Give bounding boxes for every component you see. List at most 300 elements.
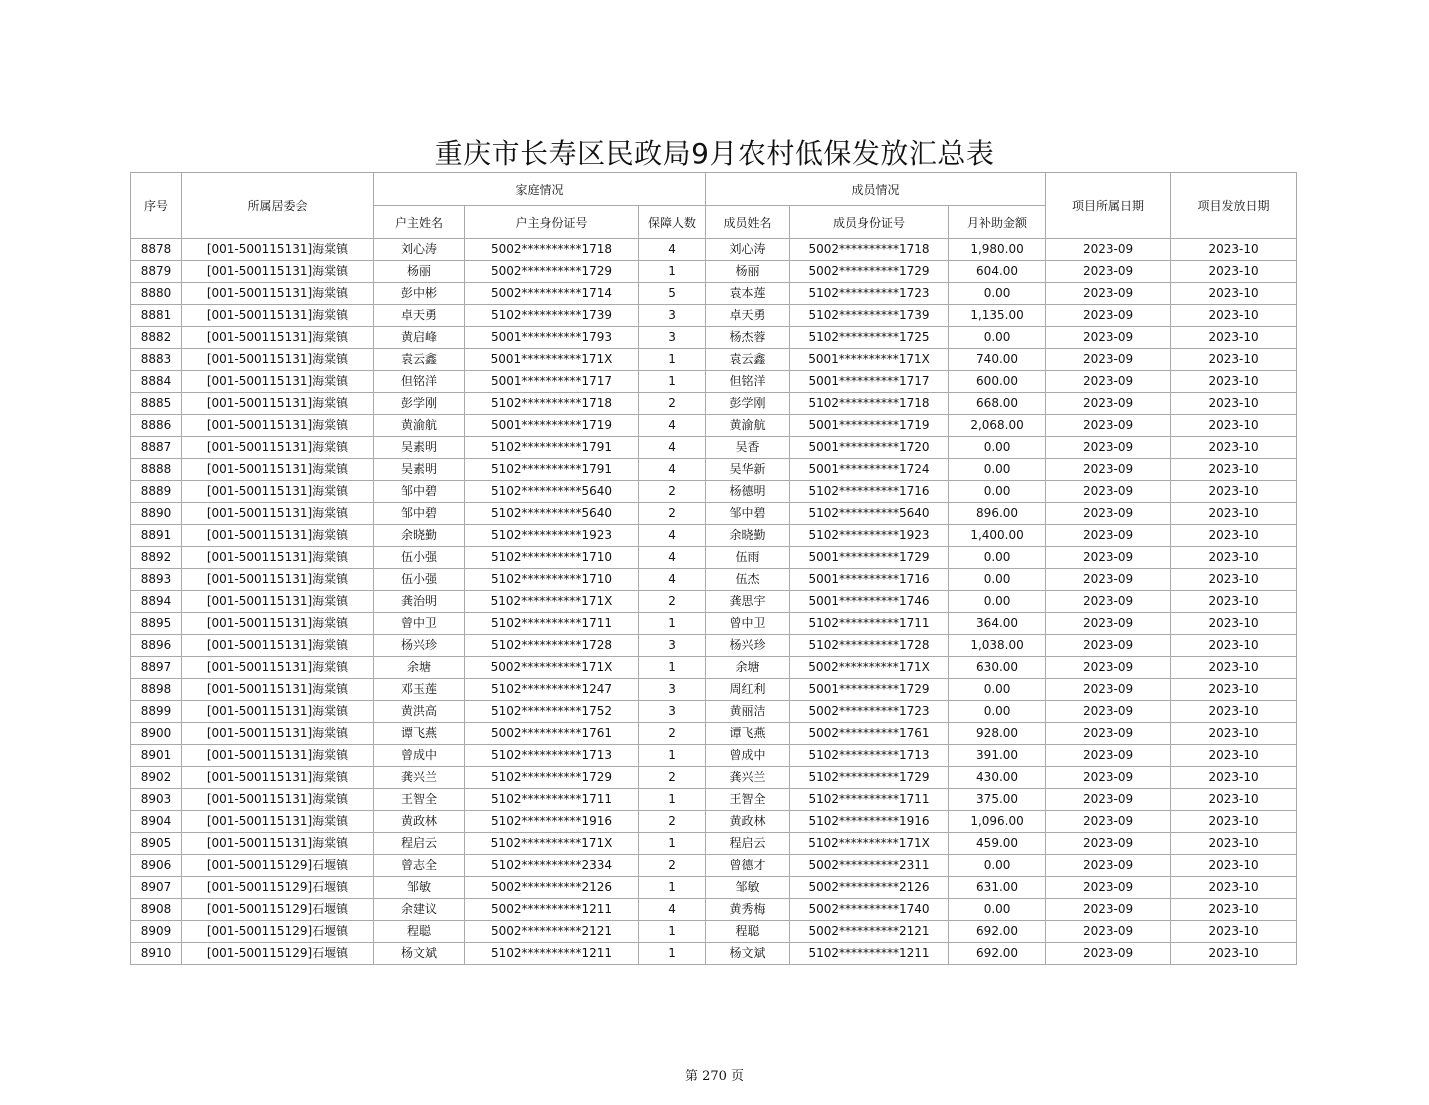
header-issue-date: 项目发放日期 bbox=[1171, 173, 1297, 239]
cell-head-name: 曾成中 bbox=[374, 745, 465, 767]
cell-head-id: 5002**********171X bbox=[465, 657, 639, 679]
cell-head-name: 曾中卫 bbox=[374, 613, 465, 635]
cell-amount: 0.00 bbox=[949, 855, 1046, 877]
cell-amount: 430.00 bbox=[949, 767, 1046, 789]
cell-member-name: 杨德明 bbox=[706, 481, 790, 503]
cell-amount: 0.00 bbox=[949, 459, 1046, 481]
cell-member-id: 5002**********2126 bbox=[790, 877, 949, 899]
cell-head-name: 伍小强 bbox=[374, 569, 465, 591]
cell-committee: [001-500115131]海棠镇 bbox=[182, 613, 374, 635]
cell-issue-date: 2023-10 bbox=[1171, 723, 1297, 745]
cell-member-name: 袁云鑫 bbox=[706, 349, 790, 371]
cell-member-id: 5001**********1716 bbox=[790, 569, 949, 591]
cell-member-name: 杨杰蓉 bbox=[706, 327, 790, 349]
summary-table bbox=[130, 172, 1297, 965]
cell-period-date: 2023-09 bbox=[1046, 569, 1171, 591]
cell-committee: [001-500115131]海棠镇 bbox=[182, 811, 374, 833]
cell-period-date: 2023-09 bbox=[1046, 415, 1171, 437]
cell-committee: [001-500115131]海棠镇 bbox=[182, 371, 374, 393]
header-member-id: 成员身份证号 bbox=[790, 206, 949, 239]
table-row bbox=[131, 855, 1297, 877]
cell-head-name: 余晓勤 bbox=[374, 525, 465, 547]
table-row bbox=[131, 305, 1297, 327]
cell-member-id: 5102**********1739 bbox=[790, 305, 949, 327]
cell-member-id: 5102**********1723 bbox=[790, 283, 949, 305]
cell-seq: 8903 bbox=[131, 789, 182, 811]
cell-member-id: 5001**********1746 bbox=[790, 591, 949, 613]
cell-committee: [001-500115131]海棠镇 bbox=[182, 569, 374, 591]
cell-seq: 8882 bbox=[131, 327, 182, 349]
cell-period-date: 2023-09 bbox=[1046, 943, 1171, 965]
cell-member-name: 余塘 bbox=[706, 657, 790, 679]
cell-seq: 8906 bbox=[131, 855, 182, 877]
cell-member-id: 5102**********1729 bbox=[790, 767, 949, 789]
cell-period-date: 2023-09 bbox=[1046, 767, 1171, 789]
cell-member-id: 5001**********1719 bbox=[790, 415, 949, 437]
cell-period-date: 2023-09 bbox=[1046, 679, 1171, 701]
cell-amount: 1,038.00 bbox=[949, 635, 1046, 657]
cell-count: 4 bbox=[639, 459, 706, 481]
cell-amount: 0.00 bbox=[949, 569, 1046, 591]
cell-issue-date: 2023-10 bbox=[1171, 855, 1297, 877]
table-row bbox=[131, 481, 1297, 503]
cell-seq: 8895 bbox=[131, 613, 182, 635]
table-row bbox=[131, 283, 1297, 305]
header-family-group: 家庭情况 bbox=[374, 173, 706, 206]
cell-amount: 0.00 bbox=[949, 679, 1046, 701]
cell-amount: 0.00 bbox=[949, 437, 1046, 459]
cell-member-id: 5102**********5640 bbox=[790, 503, 949, 525]
cell-head-id: 5002**********1718 bbox=[465, 239, 639, 261]
header-member-group: 成员情况 bbox=[706, 173, 1046, 206]
cell-seq: 8881 bbox=[131, 305, 182, 327]
cell-head-id: 5102**********171X bbox=[465, 833, 639, 855]
header-head-id: 户主身份证号 bbox=[465, 206, 639, 239]
table-row bbox=[131, 393, 1297, 415]
table-row bbox=[131, 833, 1297, 855]
cell-seq: 8889 bbox=[131, 481, 182, 503]
cell-committee: [001-500115131]海棠镇 bbox=[182, 327, 374, 349]
cell-committee: [001-500115131]海棠镇 bbox=[182, 833, 374, 855]
cell-member-id: 5002**********1723 bbox=[790, 701, 949, 723]
cell-member-id: 5001**********1724 bbox=[790, 459, 949, 481]
cell-count: 4 bbox=[639, 569, 706, 591]
cell-count: 1 bbox=[639, 371, 706, 393]
cell-head-id: 5002**********2126 bbox=[465, 877, 639, 899]
cell-issue-date: 2023-10 bbox=[1171, 943, 1297, 965]
cell-period-date: 2023-09 bbox=[1046, 921, 1171, 943]
cell-seq: 8880 bbox=[131, 283, 182, 305]
cell-head-id: 5102**********1791 bbox=[465, 459, 639, 481]
cell-head-id: 5102**********2334 bbox=[465, 855, 639, 877]
table-header bbox=[131, 173, 1297, 239]
cell-count: 4 bbox=[639, 437, 706, 459]
cell-issue-date: 2023-10 bbox=[1171, 789, 1297, 811]
table-row bbox=[131, 767, 1297, 789]
cell-committee: [001-500115131]海棠镇 bbox=[182, 745, 374, 767]
cell-committee: [001-500115131]海棠镇 bbox=[182, 239, 374, 261]
table-row bbox=[131, 657, 1297, 679]
cell-issue-date: 2023-10 bbox=[1171, 679, 1297, 701]
cell-member-id: 5001**********1720 bbox=[790, 437, 949, 459]
cell-head-name: 袁云鑫 bbox=[374, 349, 465, 371]
cell-head-name: 彭学刚 bbox=[374, 393, 465, 415]
header-member-name: 成员姓名 bbox=[706, 206, 790, 239]
cell-count: 3 bbox=[639, 701, 706, 723]
cell-count: 2 bbox=[639, 811, 706, 833]
cell-committee: [001-500115129]石堰镇 bbox=[182, 921, 374, 943]
cell-count: 1 bbox=[639, 943, 706, 965]
cell-head-id: 5001**********1793 bbox=[465, 327, 639, 349]
cell-count: 3 bbox=[639, 305, 706, 327]
cell-committee: [001-500115129]石堰镇 bbox=[182, 899, 374, 921]
cell-issue-date: 2023-10 bbox=[1171, 283, 1297, 305]
cell-committee: [001-500115129]石堰镇 bbox=[182, 855, 374, 877]
cell-amount: 391.00 bbox=[949, 745, 1046, 767]
table-row bbox=[131, 877, 1297, 899]
cell-head-name: 卓天勇 bbox=[374, 305, 465, 327]
cell-head-id: 5102**********1211 bbox=[465, 943, 639, 965]
cell-member-id: 5102**********1211 bbox=[790, 943, 949, 965]
cell-member-name: 黄渝航 bbox=[706, 415, 790, 437]
header-amount: 月补助金额 bbox=[949, 206, 1046, 239]
cell-head-id: 5001**********171X bbox=[465, 349, 639, 371]
cell-count: 3 bbox=[639, 679, 706, 701]
cell-period-date: 2023-09 bbox=[1046, 591, 1171, 613]
page-number: 第 270 页 bbox=[684, 1069, 745, 1084]
cell-head-name: 邓玉莲 bbox=[374, 679, 465, 701]
cell-seq: 8892 bbox=[131, 547, 182, 569]
table-row bbox=[131, 459, 1297, 481]
cell-seq: 8883 bbox=[131, 349, 182, 371]
cell-issue-date: 2023-10 bbox=[1171, 481, 1297, 503]
cell-amount: 0.00 bbox=[949, 701, 1046, 723]
cell-head-id: 5001**********1719 bbox=[465, 415, 639, 437]
cell-member-id: 5002**********1718 bbox=[790, 239, 949, 261]
cell-head-name: 余建议 bbox=[374, 899, 465, 921]
cell-member-id: 5102**********1711 bbox=[790, 613, 949, 635]
cell-issue-date: 2023-10 bbox=[1171, 635, 1297, 657]
cell-head-id: 5002**********1211 bbox=[465, 899, 639, 921]
cell-head-id: 5102**********1923 bbox=[465, 525, 639, 547]
cell-member-name: 邹中碧 bbox=[706, 503, 790, 525]
cell-issue-date: 2023-10 bbox=[1171, 767, 1297, 789]
cell-period-date: 2023-09 bbox=[1046, 855, 1171, 877]
cell-seq: 8904 bbox=[131, 811, 182, 833]
cell-amount: 0.00 bbox=[949, 899, 1046, 921]
cell-member-name: 但铭洋 bbox=[706, 371, 790, 393]
cell-member-name: 曾成中 bbox=[706, 745, 790, 767]
header-count: 保障人数 bbox=[639, 206, 706, 239]
cell-issue-date: 2023-10 bbox=[1171, 921, 1297, 943]
cell-amount: 668.00 bbox=[949, 393, 1046, 415]
cell-member-id: 5001**********171X bbox=[790, 349, 949, 371]
cell-period-date: 2023-09 bbox=[1046, 349, 1171, 371]
cell-issue-date: 2023-10 bbox=[1171, 239, 1297, 261]
cell-head-id: 5001**********1717 bbox=[465, 371, 639, 393]
cell-head-name: 杨兴珍 bbox=[374, 635, 465, 657]
cell-committee: [001-500115131]海棠镇 bbox=[182, 701, 374, 723]
cell-amount: 1,400.00 bbox=[949, 525, 1046, 547]
cell-head-name: 杨文斌 bbox=[374, 943, 465, 965]
cell-member-id: 5102**********1718 bbox=[790, 393, 949, 415]
table-row bbox=[131, 943, 1297, 965]
cell-period-date: 2023-09 bbox=[1046, 723, 1171, 745]
cell-seq: 8887 bbox=[131, 437, 182, 459]
cell-member-name: 袁本莲 bbox=[706, 283, 790, 305]
cell-amount: 364.00 bbox=[949, 613, 1046, 635]
table-row bbox=[131, 327, 1297, 349]
cell-seq: 8897 bbox=[131, 657, 182, 679]
cell-member-id: 5001**********1717 bbox=[790, 371, 949, 393]
cell-issue-date: 2023-10 bbox=[1171, 415, 1297, 437]
cell-amount: 896.00 bbox=[949, 503, 1046, 525]
cell-member-name: 杨兴珍 bbox=[706, 635, 790, 657]
table-row bbox=[131, 921, 1297, 943]
table-row bbox=[131, 679, 1297, 701]
cell-head-name: 黄洪高 bbox=[374, 701, 465, 723]
cell-member-name: 吴华新 bbox=[706, 459, 790, 481]
cell-head-id: 5102**********1711 bbox=[465, 613, 639, 635]
cell-count: 2 bbox=[639, 393, 706, 415]
cell-period-date: 2023-09 bbox=[1046, 327, 1171, 349]
cell-seq: 8901 bbox=[131, 745, 182, 767]
cell-committee: [001-500115131]海棠镇 bbox=[182, 547, 374, 569]
table-row bbox=[131, 371, 1297, 393]
cell-period-date: 2023-09 bbox=[1046, 833, 1171, 855]
cell-period-date: 2023-09 bbox=[1046, 283, 1171, 305]
cell-head-name: 吴素明 bbox=[374, 459, 465, 481]
cell-committee: [001-500115131]海棠镇 bbox=[182, 437, 374, 459]
cell-committee: [001-500115131]海棠镇 bbox=[182, 305, 374, 327]
cell-seq: 8891 bbox=[131, 525, 182, 547]
table-row bbox=[131, 239, 1297, 261]
cell-head-id: 5102**********1247 bbox=[465, 679, 639, 701]
cell-period-date: 2023-09 bbox=[1046, 459, 1171, 481]
cell-issue-date: 2023-10 bbox=[1171, 371, 1297, 393]
cell-issue-date: 2023-10 bbox=[1171, 811, 1297, 833]
cell-head-name: 邹中碧 bbox=[374, 481, 465, 503]
cell-issue-date: 2023-10 bbox=[1171, 349, 1297, 371]
cell-member-name: 黄丽洁 bbox=[706, 701, 790, 723]
cell-committee: [001-500115131]海棠镇 bbox=[182, 261, 374, 283]
cell-period-date: 2023-09 bbox=[1046, 657, 1171, 679]
cell-head-name: 伍小强 bbox=[374, 547, 465, 569]
table-row bbox=[131, 503, 1297, 525]
cell-committee: [001-500115131]海棠镇 bbox=[182, 657, 374, 679]
cell-member-id: 5102**********1711 bbox=[790, 789, 949, 811]
cell-count: 1 bbox=[639, 349, 706, 371]
cell-seq: 8893 bbox=[131, 569, 182, 591]
cell-member-name: 龚思宇 bbox=[706, 591, 790, 613]
cell-amount: 692.00 bbox=[949, 921, 1046, 943]
cell-count: 1 bbox=[639, 833, 706, 855]
cell-head-name: 彭中彬 bbox=[374, 283, 465, 305]
cell-member-id: 5102**********1923 bbox=[790, 525, 949, 547]
header-committee: 所属居委会 bbox=[182, 173, 374, 239]
cell-count: 3 bbox=[639, 635, 706, 657]
cell-member-name: 程聪 bbox=[706, 921, 790, 943]
cell-committee: [001-500115131]海棠镇 bbox=[182, 415, 374, 437]
cell-period-date: 2023-09 bbox=[1046, 525, 1171, 547]
cell-amount: 600.00 bbox=[949, 371, 1046, 393]
cell-period-date: 2023-09 bbox=[1046, 239, 1171, 261]
cell-count: 1 bbox=[639, 745, 706, 767]
cell-issue-date: 2023-10 bbox=[1171, 833, 1297, 855]
cell-head-name: 龚治明 bbox=[374, 591, 465, 613]
cell-period-date: 2023-09 bbox=[1046, 701, 1171, 723]
cell-head-id: 5102**********171X bbox=[465, 591, 639, 613]
cell-issue-date: 2023-10 bbox=[1171, 327, 1297, 349]
cell-head-id: 5102**********1710 bbox=[465, 569, 639, 591]
cell-amount: 0.00 bbox=[949, 481, 1046, 503]
table-row bbox=[131, 613, 1297, 635]
cell-head-name: 杨丽 bbox=[374, 261, 465, 283]
cell-member-id: 5002**********2311 bbox=[790, 855, 949, 877]
cell-seq: 8909 bbox=[131, 921, 182, 943]
cell-period-date: 2023-09 bbox=[1046, 811, 1171, 833]
cell-seq: 8898 bbox=[131, 679, 182, 701]
cell-period-date: 2023-09 bbox=[1046, 613, 1171, 635]
cell-committee: [001-500115131]海棠镇 bbox=[182, 767, 374, 789]
cell-issue-date: 2023-10 bbox=[1171, 877, 1297, 899]
cell-seq: 8910 bbox=[131, 943, 182, 965]
table-row bbox=[131, 415, 1297, 437]
cell-head-id: 5102**********1916 bbox=[465, 811, 639, 833]
cell-amount: 928.00 bbox=[949, 723, 1046, 745]
cell-issue-date: 2023-10 bbox=[1171, 305, 1297, 327]
cell-member-name: 刘心涛 bbox=[706, 239, 790, 261]
cell-member-id: 5102**********1716 bbox=[790, 481, 949, 503]
cell-amount: 1,980.00 bbox=[949, 239, 1046, 261]
cell-count: 2 bbox=[639, 767, 706, 789]
cell-seq: 8907 bbox=[131, 877, 182, 899]
cell-count: 3 bbox=[639, 327, 706, 349]
table-row bbox=[131, 745, 1297, 767]
cell-committee: [001-500115131]海棠镇 bbox=[182, 591, 374, 613]
cell-member-name: 黄政林 bbox=[706, 811, 790, 833]
cell-issue-date: 2023-10 bbox=[1171, 569, 1297, 591]
cell-amount: 692.00 bbox=[949, 943, 1046, 965]
cell-head-id: 5102**********1739 bbox=[465, 305, 639, 327]
cell-head-id: 5002**********1714 bbox=[465, 283, 639, 305]
cell-seq: 8884 bbox=[131, 371, 182, 393]
cell-head-name: 黄政林 bbox=[374, 811, 465, 833]
cell-head-name: 王智全 bbox=[374, 789, 465, 811]
cell-head-id: 5102**********1711 bbox=[465, 789, 639, 811]
cell-member-name: 曾德才 bbox=[706, 855, 790, 877]
cell-amount: 604.00 bbox=[949, 261, 1046, 283]
cell-head-name: 余塘 bbox=[374, 657, 465, 679]
table-row bbox=[131, 723, 1297, 745]
cell-seq: 8878 bbox=[131, 239, 182, 261]
cell-head-id: 5002**********2121 bbox=[465, 921, 639, 943]
table-row bbox=[131, 591, 1297, 613]
cell-seq: 8905 bbox=[131, 833, 182, 855]
cell-head-id: 5102**********1791 bbox=[465, 437, 639, 459]
cell-seq: 8879 bbox=[131, 261, 182, 283]
cell-committee: [001-500115129]石堰镇 bbox=[182, 943, 374, 965]
cell-head-name: 程聪 bbox=[374, 921, 465, 943]
cell-period-date: 2023-09 bbox=[1046, 393, 1171, 415]
cell-member-name: 吴香 bbox=[706, 437, 790, 459]
cell-amount: 0.00 bbox=[949, 591, 1046, 613]
cell-committee: [001-500115131]海棠镇 bbox=[182, 525, 374, 547]
cell-period-date: 2023-09 bbox=[1046, 437, 1171, 459]
cell-count: 1 bbox=[639, 657, 706, 679]
cell-member-name: 杨文斌 bbox=[706, 943, 790, 965]
cell-seq: 8902 bbox=[131, 767, 182, 789]
cell-member-id: 5002**********1729 bbox=[790, 261, 949, 283]
cell-issue-date: 2023-10 bbox=[1171, 899, 1297, 921]
table-row bbox=[131, 437, 1297, 459]
cell-count: 4 bbox=[639, 415, 706, 437]
cell-member-id: 5001**********1729 bbox=[790, 547, 949, 569]
cell-count: 2 bbox=[639, 591, 706, 613]
cell-issue-date: 2023-10 bbox=[1171, 437, 1297, 459]
cell-head-id: 5002**********1729 bbox=[465, 261, 639, 283]
table-row bbox=[131, 789, 1297, 811]
cell-seq: 8900 bbox=[131, 723, 182, 745]
cell-head-id: 5102**********5640 bbox=[465, 481, 639, 503]
cell-head-id: 5102**********1728 bbox=[465, 635, 639, 657]
cell-head-id: 5102**********1718 bbox=[465, 393, 639, 415]
cell-amount: 740.00 bbox=[949, 349, 1046, 371]
cell-count: 4 bbox=[639, 525, 706, 547]
cell-period-date: 2023-09 bbox=[1046, 503, 1171, 525]
cell-count: 2 bbox=[639, 723, 706, 745]
table-row bbox=[131, 547, 1297, 569]
cell-head-id: 5102**********1713 bbox=[465, 745, 639, 767]
cell-committee: [001-500115129]石堰镇 bbox=[182, 877, 374, 899]
table-row bbox=[131, 525, 1297, 547]
cell-count: 4 bbox=[639, 239, 706, 261]
cell-amount: 1,135.00 bbox=[949, 305, 1046, 327]
cell-head-name: 刘心涛 bbox=[374, 239, 465, 261]
cell-committee: [001-500115131]海棠镇 bbox=[182, 481, 374, 503]
cell-member-id: 5102**********1916 bbox=[790, 811, 949, 833]
cell-count: 2 bbox=[639, 481, 706, 503]
cell-member-id: 5002**********2121 bbox=[790, 921, 949, 943]
cell-seq: 8885 bbox=[131, 393, 182, 415]
cell-amount: 1,096.00 bbox=[949, 811, 1046, 833]
cell-member-name: 邹敏 bbox=[706, 877, 790, 899]
cell-period-date: 2023-09 bbox=[1046, 305, 1171, 327]
cell-issue-date: 2023-10 bbox=[1171, 393, 1297, 415]
cell-member-name: 黄秀梅 bbox=[706, 899, 790, 921]
cell-period-date: 2023-09 bbox=[1046, 745, 1171, 767]
table-row bbox=[131, 261, 1297, 283]
cell-head-name: 黄渝航 bbox=[374, 415, 465, 437]
cell-amount: 630.00 bbox=[949, 657, 1046, 679]
cell-count: 1 bbox=[639, 877, 706, 899]
cell-period-date: 2023-09 bbox=[1046, 371, 1171, 393]
cell-head-name: 龚兴兰 bbox=[374, 767, 465, 789]
cell-member-name: 杨丽 bbox=[706, 261, 790, 283]
cell-committee: [001-500115131]海棠镇 bbox=[182, 349, 374, 371]
cell-committee: [001-500115131]海棠镇 bbox=[182, 635, 374, 657]
cell-count: 1 bbox=[639, 261, 706, 283]
cell-amount: 0.00 bbox=[949, 327, 1046, 349]
cell-committee: [001-500115131]海棠镇 bbox=[182, 723, 374, 745]
cell-head-name: 曾志全 bbox=[374, 855, 465, 877]
cell-committee: [001-500115131]海棠镇 bbox=[182, 679, 374, 701]
cell-issue-date: 2023-10 bbox=[1171, 745, 1297, 767]
header-period-date: 项目所属日期 bbox=[1046, 173, 1171, 239]
cell-member-id: 5002**********1761 bbox=[790, 723, 949, 745]
cell-seq: 8899 bbox=[131, 701, 182, 723]
table-row bbox=[131, 349, 1297, 371]
